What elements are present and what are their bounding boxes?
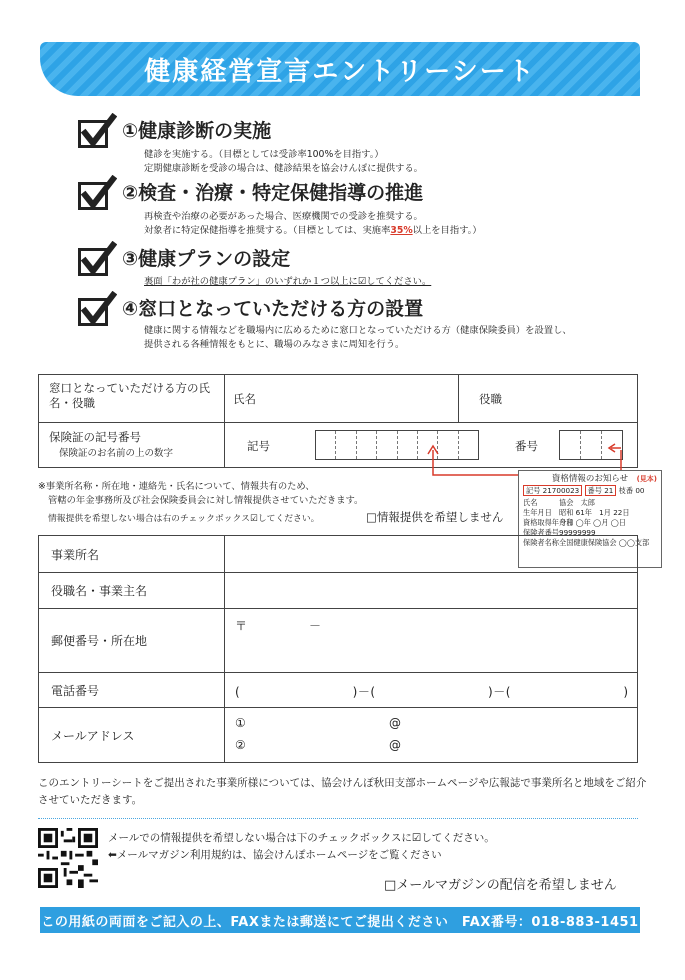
kigo-label: 記号 <box>247 439 270 453</box>
sample-insurer-number: 99999999 <box>559 528 596 537</box>
notice-line: 管轄の年金事務所及び社会保険委員会に対し情報提供させていただきます。 <box>48 495 364 506</box>
office-name-input[interactable] <box>225 536 637 572</box>
email-row <box>39 708 637 763</box>
email-2-at: @ <box>389 738 401 752</box>
section-heading: ③健康プランの設定 <box>122 248 291 270</box>
sample-kigo: 記号 21700023 <box>523 485 582 496</box>
checkmark-icon <box>79 113 117 151</box>
contact-name-field[interactable] <box>225 375 459 423</box>
info-opt-out-checkbox[interactable]: □情報提供を希望しません <box>366 510 504 524</box>
name-label: 氏名 <box>233 392 256 406</box>
sample-name: 協会 太郎 <box>559 498 595 507</box>
checked-checkbox[interactable] <box>78 248 108 276</box>
office-name-row <box>39 536 637 573</box>
section-desc-line: 提供される各種情報をもとに、職場のみなさまに周知を行う。 <box>144 339 405 350</box>
section-heading: ④窓口となっていただける方の設置 <box>122 298 424 320</box>
checked-checkbox[interactable] <box>78 298 108 326</box>
notice-line: 情報提供を希望しない場合は右のチェックボックス☑してください。 <box>48 514 320 524</box>
office-info-table <box>38 535 638 763</box>
email-1-number: ① <box>235 716 246 730</box>
sample-badge: (見本) <box>636 475 657 483</box>
sample-card-title: 資格情報のお知らせ <box>551 474 629 484</box>
postal-address-row <box>39 609 637 673</box>
sample-insurance-card: (見本) 資格情報のお知らせ 記号 21700023 番号 21 枝番 00 氏名 協会 太郎 生年月日 昭和 61年 1月 22日 資格取得年月日令和 ◯年 ◯月 ◯日 保険者番号99999999 保険者名称全国健康保険協会 ◯◯支部 <box>518 470 662 568</box>
sample-bango: 番号 21 <box>585 485 617 496</box>
email-label: メールアドレス <box>39 708 225 763</box>
insurance-number-label-cell <box>39 423 225 468</box>
target-rate: 35% <box>390 225 413 236</box>
checkmark-icon <box>79 175 117 213</box>
email-2-number: ② <box>235 738 246 752</box>
insurance-number-label: 保険証の記号番号 <box>49 430 141 444</box>
publication-notice: このエントリーシートをご提出された事業所様については、協会けんぽ秋田支部ホームページや広報誌で事業所名と地域をご紹介させていただきます。 <box>38 777 647 806</box>
section-desc-line: 定期健康診断を受診の場合は、健診結果を協会けんぽに提供する。 <box>144 163 423 174</box>
email-1-at: @ <box>389 716 401 730</box>
postal-address-input[interactable] <box>225 609 637 672</box>
phone-label: 電話番号 <box>39 673 225 707</box>
phone-format: ( )－( )－( ) <box>235 685 629 699</box>
title-banner <box>40 42 640 96</box>
postal-dash: － <box>309 619 322 633</box>
checkmark-icon <box>79 241 117 279</box>
section-desc-line: 再検査や治療の必要があった場合、医療機関での受診を推奨する。 <box>144 211 423 222</box>
checked-checkbox[interactable] <box>78 182 108 210</box>
contact-person-label: 窓口となっていただける方の氏名・役職 <box>39 375 225 423</box>
fax-submission-bar: この用紙の両面をご記入の上、FAXまたは郵送にてご提出ください FAX番号：018-883-1451 <box>40 907 640 933</box>
sample-birthdate: 昭和 61年 1月 22日 <box>559 508 630 517</box>
contact-position-field[interactable] <box>459 375 638 423</box>
section-desc-line: 健康に関する情報などを職場内に広めるために窓口となっていただける方（健康保険委員）を設置し、 <box>144 325 572 336</box>
bango-label: 番号 <box>515 439 538 453</box>
sample-qualification-date: 令和 ◯年 ◯月 ◯日 <box>559 518 626 527</box>
section-heading: ②検査・治療・特定保健指導の推進 <box>122 182 424 204</box>
qr-code-icon[interactable] <box>38 828 98 888</box>
section-desc-line: 健診を実施する。（目標としては受診率100%を目指す。） <box>144 149 384 160</box>
phone-input[interactable] <box>225 673 637 707</box>
postal-address-label: 郵便番号・所在地 <box>39 609 225 672</box>
phone-row <box>39 673 637 708</box>
mail-opt-out-instruction: メールでの情報提供を希望しない場合は下のチェックボックスに☑してください。 <box>108 832 495 844</box>
checked-checkbox[interactable] <box>78 120 108 148</box>
newsletter-opt-out-checkbox[interactable]: □メールマガジンの配信を希望しません <box>384 878 617 893</box>
section-desc-line: 対象者に特定保健指導を推奨する。（目標としては、実施率35%以上を目指す。） <box>144 225 482 236</box>
notice-line: ※事業所名称・所在地・連絡先・氏名について、情報共有のため、 <box>38 481 315 492</box>
title-owner-label: 役職名・事業主名 <box>39 573 225 608</box>
section-heading: ①健康診断の実施 <box>122 120 272 142</box>
insurance-number-sublabel: 保険証のお名前の上の数字 <box>59 448 174 459</box>
page-title: 健康経営宣言エントリーシート <box>144 56 536 87</box>
title-owner-row <box>39 573 637 609</box>
email-inputs[interactable] <box>225 708 637 763</box>
sample-edaban: 枝番 00 <box>618 486 645 495</box>
postal-mark: 〒 <box>235 619 248 633</box>
mail-terms-link[interactable]: ⬅メールマガジン利用規約は、協会けんぽホームページをご覧ください <box>108 849 442 861</box>
position-label: 役職 <box>479 392 502 406</box>
title-owner-input[interactable] <box>225 573 637 608</box>
checkmark-icon <box>79 291 117 329</box>
section-desc-line: 裏面「わが社の健康プラン」のいずれか１つ以上に☑してください。 <box>144 276 432 287</box>
dotted-divider <box>38 818 638 819</box>
sample-insurer-name: 全国健康保険協会 ◯◯支部 <box>559 538 650 547</box>
office-name-label: 事業所名 <box>39 536 225 572</box>
